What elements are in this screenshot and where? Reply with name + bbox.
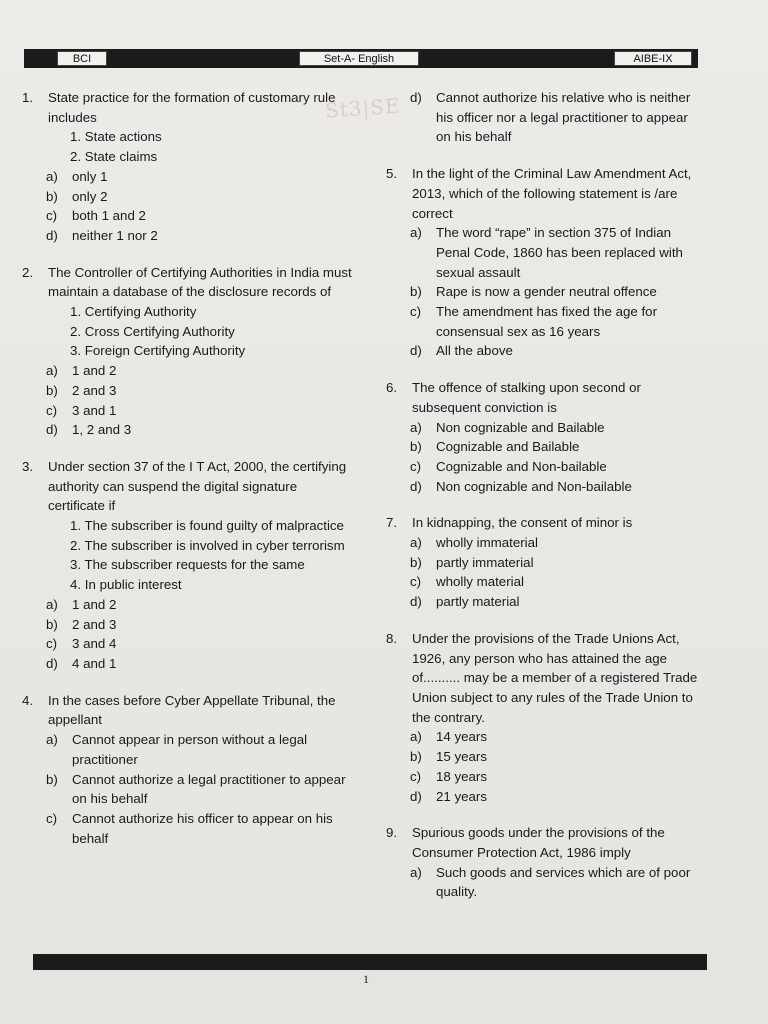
option-b[interactable]: b) Cognizable and Bailable [410,439,580,455]
header-bar [24,49,698,68]
list-item: 2. State claims [70,149,158,165]
option-c[interactable]: c) 18 years [410,768,487,784]
right-column [386,88,706,919]
question-2 [22,263,352,440]
option-d[interactable]: d) 1, 2 and 3 [46,422,132,438]
option-c[interactable]: c) wholly material [410,574,524,590]
question-text: Spurious goods under the provisions of the Consumer Protection Act, 1986 imply [412,825,665,860]
option-d[interactable]: d) neither 1 nor 2 [46,227,158,243]
question-number: 1. [22,90,34,105]
list-item: 1. The subscriber is found guilty of malpractice [70,518,344,534]
option-c[interactable]: c) both 1 and 2 [46,208,146,224]
question-1 [22,88,352,246]
header-set-label: Set-A- English [299,51,419,66]
question-text: Under section 37 of the I T Act, 2000, the certifying authority can suspend the digital signature certificate if [48,458,347,514]
question-text: In the cases before Cyber Appellate Tribunal, the appellant [48,692,336,728]
option-d[interactable]: d) 4 and 1 [46,655,117,671]
question-4 [22,691,352,849]
header-left-label: BCI [57,51,107,66]
faded-stamp: St3|SE [324,93,402,123]
list-item: 3. The subscriber requests for the same [70,557,305,573]
option-a[interactable]: a) 14 years [410,729,487,745]
question-number: 9. [386,825,398,841]
question-number: 3. [22,458,34,474]
question-number: 6. [386,380,398,396]
option-c[interactable]: c) Cannot authorize his officer to appear on his behalf [46,810,333,846]
question-number: 7. [386,515,398,531]
option-b[interactable]: b) partly immaterial [410,554,534,570]
list-item: 4. In public interest [70,577,182,593]
question-text: State practice for the formation of customary rule includes [48,90,336,125]
option-b[interactable]: b) 15 years [410,749,487,765]
option-a[interactable]: a) 1 and 2 [46,596,117,612]
list-item: 2. The subscriber is involved in cyber terrorism [70,537,345,553]
question-number: 8. [386,630,398,646]
option-d[interactable]: d) 21 years [410,788,487,804]
page-number: 1 [363,972,369,986]
option-d[interactable]: d) Cannot authorize his relative who is neither his officer nor a legal practitioner to appear on his behalf [410,90,691,145]
footer-bar [33,954,707,970]
option-c[interactable]: c) The amendment has fixed the age for consensual sex as 16 years [410,304,658,339]
option-d[interactable]: d) partly material [410,594,520,610]
question-number: 2. [22,264,34,280]
list-item: 2. Cross Certifying Authority [70,323,235,339]
option-c[interactable]: c) Cognizable and Non-bailable [410,458,607,474]
question-3 [22,457,352,674]
list-item: 1. Certifying Authority [70,304,197,320]
question-5 [386,164,706,361]
option-b[interactable]: b) only 2 [46,188,108,204]
option-d[interactable]: d) Non cognizable and Non-bailable [410,478,632,494]
question-7 [386,513,706,612]
option-a[interactable]: a) Cannot appear in person without a legal practitioner [46,732,308,767]
option-c[interactable]: c) 3 and 1 [46,402,117,418]
question-6 [386,378,706,496]
option-a[interactable]: a) The word “rape” in section 375 of Indian Penal Code, 1860 has been replaced with sexual assault [410,225,683,280]
question-text: In kidnapping, the consent of minor is [412,515,633,531]
question-text: The Controller of Certifying Authorities in India must maintain a database of the disclosure records of [48,264,352,300]
header-exam-label: AIBE-IX [614,51,692,66]
question-9 [386,823,706,902]
option-a[interactable]: a) Such goods and services which are of poor quality. [410,864,691,900]
list-item: 1. State actions [70,129,162,145]
question-text: In the light of the Criminal Law Amendment Act, 2013, which of the following statement is /are correct [412,166,692,221]
question-4-continued [386,88,706,147]
question-8 [386,629,706,806]
option-a[interactable]: a) only 1 [46,168,108,184]
list-item: 3. Foreign Certifying Authority [70,343,246,359]
option-b[interactable]: b) 2 and 3 [46,382,117,398]
option-a[interactable]: a) 1 and 2 [46,363,117,379]
left-column [22,88,352,865]
option-d[interactable]: d) All the above [410,343,513,359]
question-text: The offence of stalking upon second or subsequent conviction is [412,380,641,415]
question-number: 4. [22,692,34,708]
question-number: 5. [386,166,398,182]
option-b[interactable]: b) 2 and 3 [46,616,117,632]
option-a[interactable]: a) wholly immaterial [410,535,538,551]
option-b[interactable]: b) Cannot authorize a legal practitioner to appear on his behalf [46,771,346,807]
option-a[interactable]: a) Non cognizable and Bailable [410,419,605,435]
option-b[interactable]: b) Rape is now a gender neutral offence [410,284,657,300]
option-c[interactable]: c) 3 and 4 [46,636,117,652]
question-text: Under the provisions of the Trade Unions Act, 1926, any person who has attained the age of.......... may be a member of a registered Trade Union subject to any rules of the Trade Union to the contrary. [412,630,698,725]
